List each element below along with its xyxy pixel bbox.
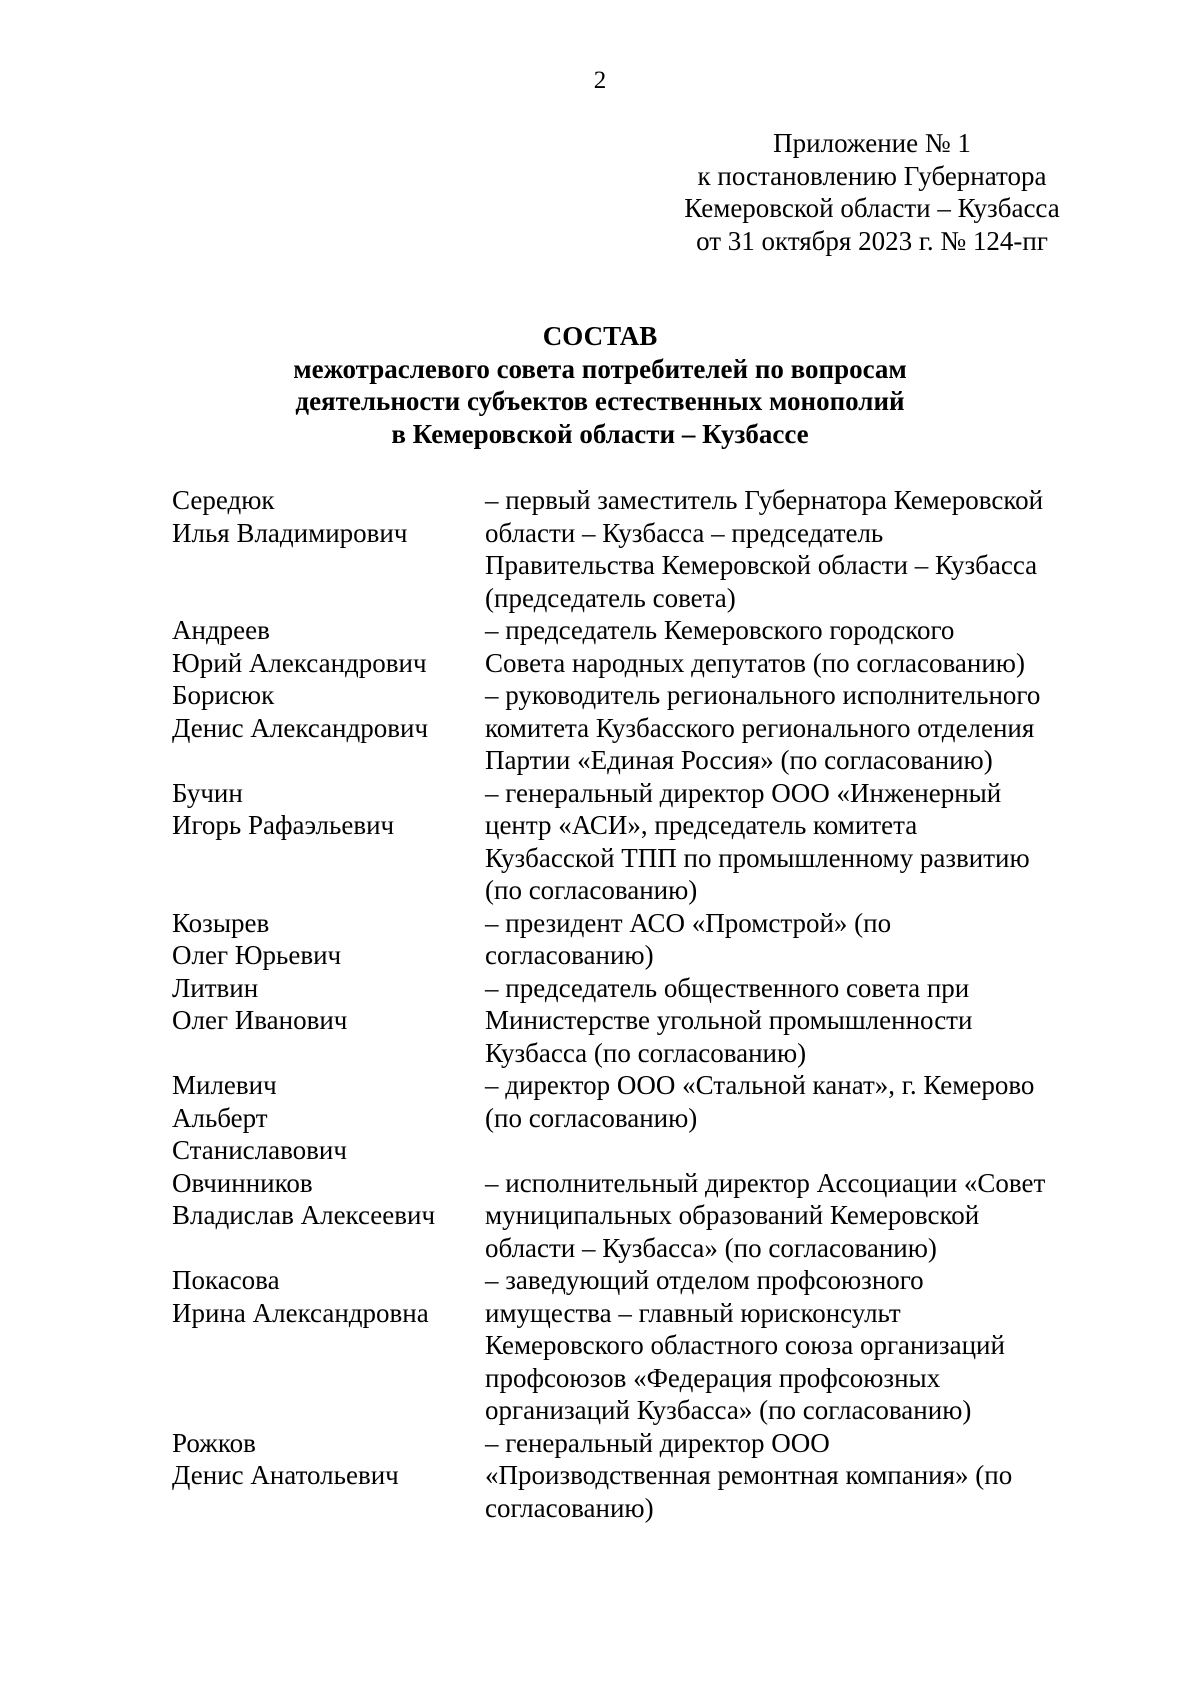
member-entry [172,1069,1132,1167]
member-name-line: Игорь Рафаэльевич [172,810,395,840]
member-name-line: Олег Юрьевич [172,940,342,970]
member-role-line: Кузбасской ТПП по промышленному развитию [485,842,1030,873]
member-name-line: Овчинников [172,1167,313,1198]
member-role-line: имущества – главный юрисконсульт [485,1297,901,1328]
member-role-line: (по согласованию) [485,1102,698,1133]
members-list [172,484,1132,1524]
appendix-reference [612,127,1132,257]
member-role-line: Кемеровского областного союза организаций [485,1330,1005,1360]
member-role-line: – председатель Кемеровского городского [485,615,955,645]
member-role-line: – заведующий отделом профсоюзного [485,1265,924,1295]
member-entry [172,972,1132,1070]
member-role [485,1069,1132,1167]
member-entry [172,484,1132,614]
document-title: СОСТАВ [542,321,658,351]
member-role [485,972,1132,1070]
member-role-line: «Производственная ремонтная компания» (по [485,1460,1013,1490]
page-number: 2 [593,67,607,94]
member-role-line: Совета народных депутатов (по согласованию) [485,647,1025,678]
member-role-line: – руководитель регионального исполнительного [485,680,1041,710]
member-name-line: Борисюк [172,680,275,710]
member-role [485,1264,1132,1427]
member-entry [172,1427,1132,1525]
member-name-line: Покасова [172,1265,280,1295]
appendix-line: к постановлению Губернатора [697,160,1047,191]
document-subtitle-line: межотраслевого совета потребителей по вопросам [293,353,907,384]
document-subtitle-line: деятельности субъектов естественных монополий [295,386,905,416]
member-name-line: Владислав Алексеевич [172,1200,436,1230]
member-role-line: Правительства Кемеровской области – Кузбасса [485,550,1038,580]
member-role [485,679,1132,777]
member-name [172,1427,485,1525]
member-role-line: согласованию) [485,940,654,970]
member-role-line: комитета Кузбасского регионального отделения [485,712,1035,743]
member-role [485,777,1132,907]
member-name [172,679,485,777]
appendix-line: Приложение № 1 [773,128,971,158]
member-name-line: Литвин [172,972,259,1003]
member-name [172,972,485,1070]
member-name-line: Илья Владимирович [172,517,408,548]
member-role [485,1167,1132,1265]
member-role-line: – исполнительный директор Ассоциации «Совет [485,1167,1046,1198]
member-name-line: Середюк [172,485,275,515]
appendix-line: от 31 октября 2023 г. № 124-пг [696,225,1048,256]
member-role-line: – директор ООО «Стальной канат», г. Кемерово [485,1070,1035,1100]
member-name-line: Ирина Александровна [172,1297,429,1328]
member-role [485,614,1132,679]
member-name [172,907,485,972]
member-name [172,1264,485,1427]
member-name [172,484,485,614]
member-role-line: организаций Кузбасса» (по согласованию) [485,1395,972,1425]
member-entry [172,907,1132,972]
member-name-line: Юрий Александрович [172,647,427,678]
member-role-line: муниципальных образований Кемеровской [485,1200,980,1230]
member-role-line: – председатель общественного совета при [485,972,970,1003]
member-role-line: области – Кузбасса» (по согласованию) [485,1232,937,1263]
member-role-line: центр «АСИ», председатель комитета [485,810,918,840]
member-role-line: – первый заместитель Губернатора Кемеровской [485,485,1044,515]
member-name [172,614,485,679]
member-entry [172,777,1132,907]
appendix-line: Кемеровской области – Кузбасса [684,193,1060,223]
member-role-line: (председатель совета) [485,582,736,613]
member-name-line: Олег Иванович [172,1005,348,1035]
member-role-line: Кузбасса (по согласованию) [485,1037,807,1068]
member-role-line: согласованию) [485,1492,654,1523]
member-name-line: Андреев [172,615,270,645]
member-role [485,907,1132,972]
member-name-line: Денис Александрович [172,712,429,743]
member-entry [172,614,1132,679]
member-role-line: – генеральный директор ООО [485,1427,830,1458]
member-entry [172,1167,1132,1265]
member-name-line: Милевич [172,1070,277,1100]
member-role [485,484,1132,614]
member-role [485,1427,1132,1525]
member-role-line: Партии «Единая Россия» (по согласованию) [485,745,993,775]
member-name-line: Козырев [172,907,270,938]
member-name-line: Альберт [172,1102,268,1133]
member-role-line: – президент АСО «Промстрой» (по [485,907,892,938]
member-entry [172,679,1132,777]
member-role-line: профсоюзов «Федерация профсоюзных [485,1362,941,1393]
member-name [172,1167,485,1265]
member-role-line: – генеральный директор ООО «Инженерный [485,777,1002,808]
member-role-line: области – Кузбасса – председатель [485,517,884,548]
member-name [172,777,485,907]
member-entry [172,1264,1132,1427]
member-name [172,1069,485,1167]
member-role-line: (по согласованию) [485,875,698,905]
member-name-line: Станиславович [172,1135,347,1165]
member-name-line: Рожков [172,1427,256,1458]
member-name-line: Бучин [172,777,243,808]
document-subtitle-line: в Кемеровской области – Кузбассе [391,418,809,449]
document-heading [0,320,1200,450]
member-role-line: Министерстве угольной промышленности [485,1005,973,1035]
member-name-line: Денис Анатольевич [172,1460,399,1490]
